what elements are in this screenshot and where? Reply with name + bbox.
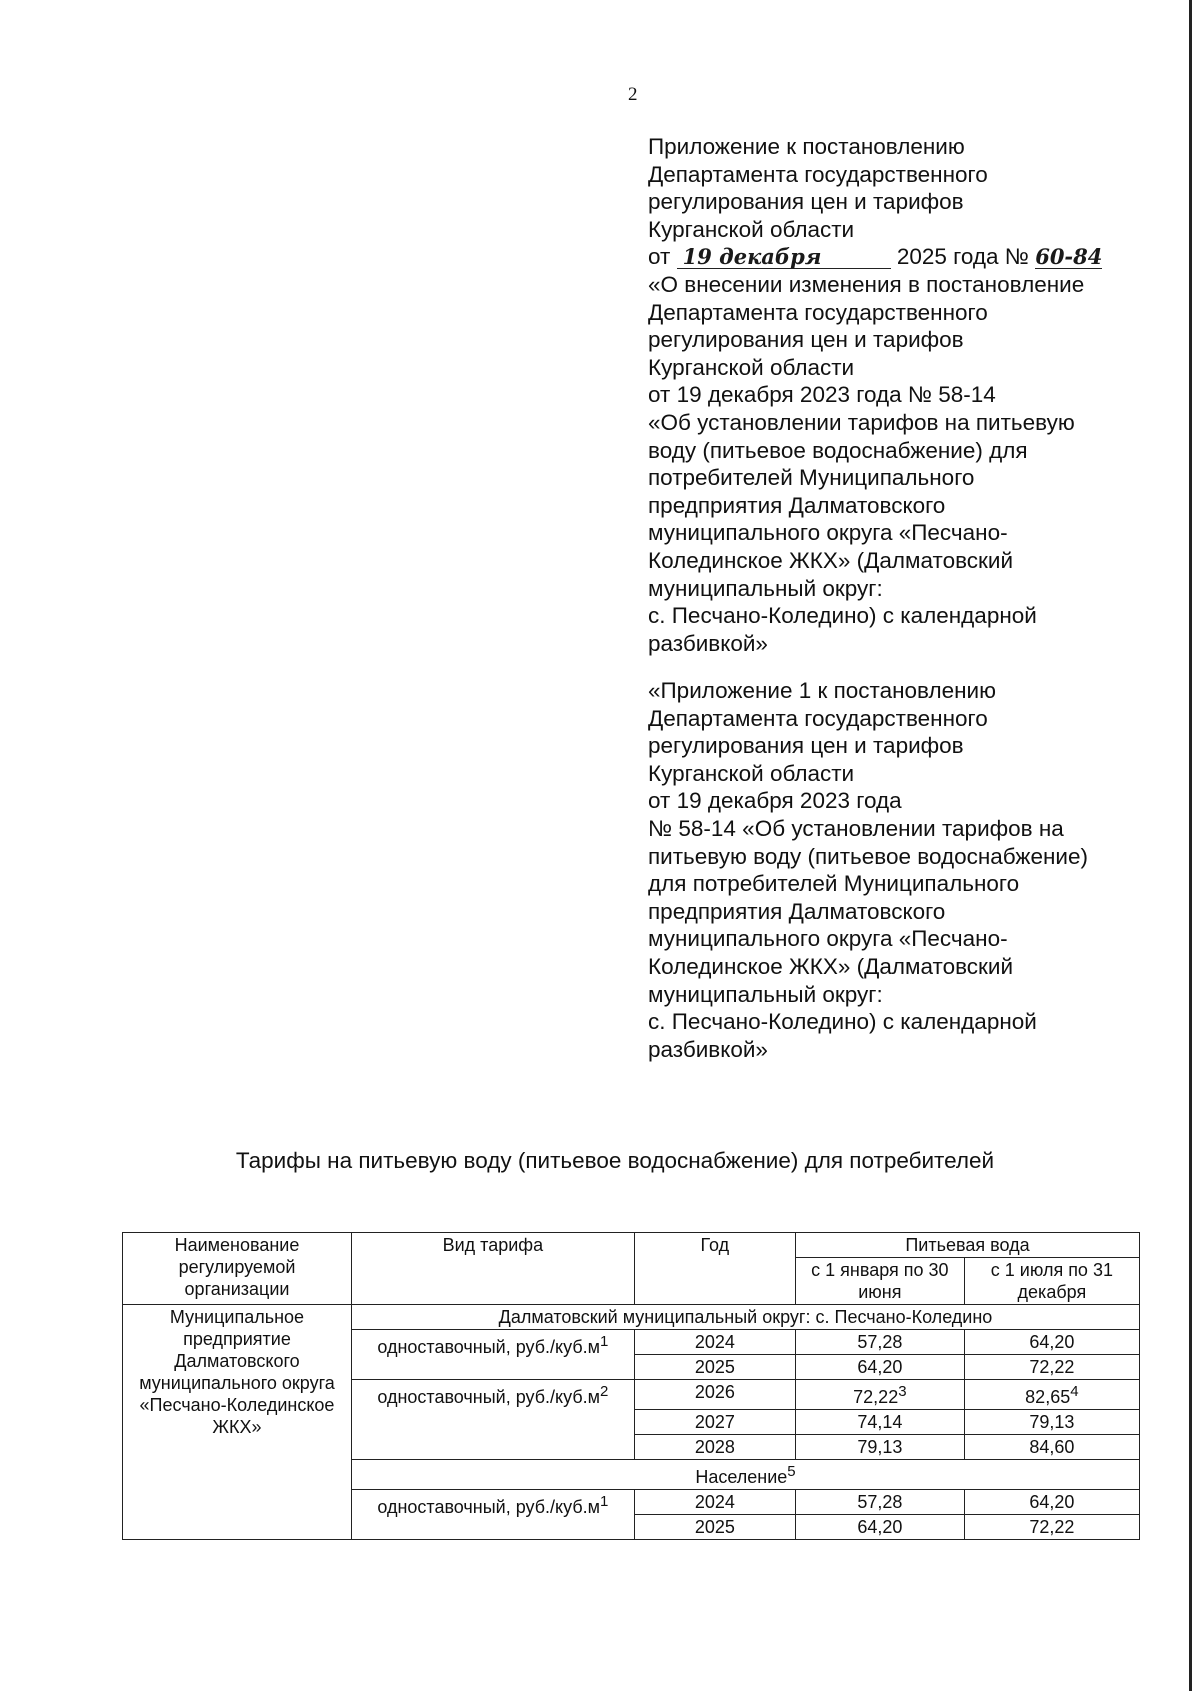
header-line: регулирования цен и тарифов — [648, 327, 964, 353]
appendix-line: Департамента государственного — [648, 705, 988, 731]
footnote-mark: 1 — [600, 1493, 609, 1510]
table-row — [123, 1305, 1140, 1330]
header-year: Год — [634, 1233, 795, 1305]
header-org-name: Наименование регулируемой организации — [123, 1233, 352, 1305]
appendix-line: «Приложение 1 к постановлению — [648, 678, 996, 703]
tariff-value: 64,20 — [795, 1515, 964, 1540]
header-line: разбивкой» — [648, 630, 768, 656]
tariff-value: 72,22 — [964, 1515, 1139, 1540]
tariff-type-cell — [351, 1490, 634, 1540]
tariff-table — [122, 1232, 1140, 1540]
tariff-value: 79,13 — [795, 1435, 964, 1460]
header-tariff-type: Вид тарифа — [351, 1233, 634, 1305]
header-period-1: с 1 января по 30 июня — [795, 1258, 964, 1305]
year-cell: 2027 — [634, 1410, 795, 1435]
header-line: потребителей Муниципального — [648, 465, 975, 491]
year-cell: 2024 — [634, 1490, 795, 1515]
year-cell: 2025 — [634, 1515, 795, 1540]
appendix-line: разбивкой» — [648, 1036, 768, 1062]
handwritten-number: 60-84 — [1035, 244, 1103, 270]
tariff-value: 74,14 — [795, 1410, 964, 1435]
header-line: с. Песчано-Коледино) с календарной — [648, 603, 1037, 629]
appendix-line: питьевую воду (питьевое водоснабжение) — [648, 843, 1088, 869]
year-cell: 2024 — [634, 1330, 795, 1355]
tariff-value: 57,28 — [795, 1490, 964, 1515]
population-label: Население — [695, 1467, 788, 1487]
date-prefix: от — [648, 244, 671, 270]
tariff-value: 72,22 — [964, 1355, 1139, 1380]
header-line: Департамента государственного — [648, 161, 988, 187]
table-header-row — [123, 1233, 1140, 1258]
tariff-value: 79,13 — [964, 1410, 1139, 1435]
header-line: Департамента государственного — [648, 299, 988, 325]
appendix-line: для потребителей Муниципального — [648, 871, 1020, 897]
header-line: Приложение к постановлению — [648, 134, 965, 159]
resolution-header — [648, 133, 1168, 657]
footnote-mark: 2 — [600, 1383, 609, 1400]
tariff-value: 84,60 — [964, 1435, 1139, 1460]
header-line: муниципального округа «Песчано- — [648, 520, 1008, 546]
year-cell: 2025 — [634, 1355, 795, 1380]
appendix-line: муниципального округа «Песчано- — [648, 926, 1008, 952]
organization-cell: Муниципальное предприятие Далматовского муниципального округа «Песчано-Колединское ЖКХ» — [123, 1305, 352, 1540]
appendix-line: с. Песчано-Коледино) с календарной — [648, 1009, 1037, 1035]
tariff-type-text: одноставочный, руб./куб.м — [377, 1337, 601, 1357]
table-title: Тарифы на питьевую воду (питьевое водоснабжение) для потребителей — [235, 1148, 995, 1173]
scan-edge-line — [1189, 0, 1192, 1691]
page-number: 2 — [628, 84, 638, 105]
date-line — [648, 243, 1168, 271]
year-cell: 2028 — [634, 1435, 795, 1460]
year-text: 2025 года № — [896, 244, 1029, 270]
header-line: Курганской области — [648, 354, 855, 380]
header-line: муниципальный округ: — [648, 575, 883, 601]
header-line: воду (питьевое водоснабжение) для — [648, 437, 1028, 463]
tariff-value — [964, 1380, 1139, 1410]
appendix-line: предприятия Далматовского — [648, 898, 946, 924]
header-line: предприятия Далматовского — [648, 492, 946, 518]
header-line: Колединское ЖКХ» (Далматовский — [648, 547, 1014, 573]
tariff-type-cell — [351, 1380, 634, 1460]
footnote-mark: 3 — [898, 1383, 907, 1400]
appendix-line: Курганской области — [648, 760, 855, 786]
header-line: от 19 декабря 2023 года № 58-14 — [648, 382, 996, 408]
tariff-value: 64,20 — [964, 1490, 1139, 1515]
tariff-type-cell — [351, 1330, 634, 1380]
tariff-type-text: одноставочный, руб./куб.м — [377, 1387, 601, 1407]
appendix-line: от 19 декабря 2023 года — [648, 788, 902, 814]
appendix-line: Колединское ЖКХ» (Далматовский — [648, 953, 1014, 979]
appendix-line: № 58-14 «Об установлении тарифов на — [648, 815, 1064, 841]
header-line: «О внесении изменения в постановление — [648, 271, 1085, 297]
appendix-line: регулирования цен и тарифов — [648, 733, 964, 759]
tariff-value-text: 82,65 — [1025, 1387, 1071, 1407]
section-heading — [351, 1460, 1139, 1490]
header-period-2: с 1 июля по 31 декабря — [964, 1258, 1139, 1305]
handwritten-date: 19 декабря — [677, 246, 891, 269]
tariff-value: 64,20 — [964, 1330, 1139, 1355]
tariff-value — [795, 1380, 964, 1410]
tariff-type-text: одноставочный, руб./куб.м — [377, 1497, 601, 1517]
footnote-mark: 4 — [1070, 1383, 1079, 1400]
footnote-mark: 5 — [787, 1463, 796, 1480]
footnote-mark: 1 — [600, 1333, 609, 1350]
tariff-value: 64,20 — [795, 1355, 964, 1380]
header-line: регулирования цен и тарифов — [648, 189, 964, 215]
tariff-value-text: 72,22 — [853, 1387, 899, 1407]
header-line: «Об установлении тарифов на питьевую — [648, 409, 1075, 435]
tariff-value: 57,28 — [795, 1330, 964, 1355]
header-water: Питьевая вода — [795, 1233, 1139, 1258]
appendix-line: муниципальный округ: — [648, 981, 883, 1007]
year-cell: 2026 — [634, 1380, 795, 1410]
header-line: Курганской области — [648, 216, 855, 242]
section-heading: Далматовский муниципальный округ: с. Песчано-Коледино — [351, 1305, 1139, 1330]
appendix-header — [648, 677, 1168, 1063]
